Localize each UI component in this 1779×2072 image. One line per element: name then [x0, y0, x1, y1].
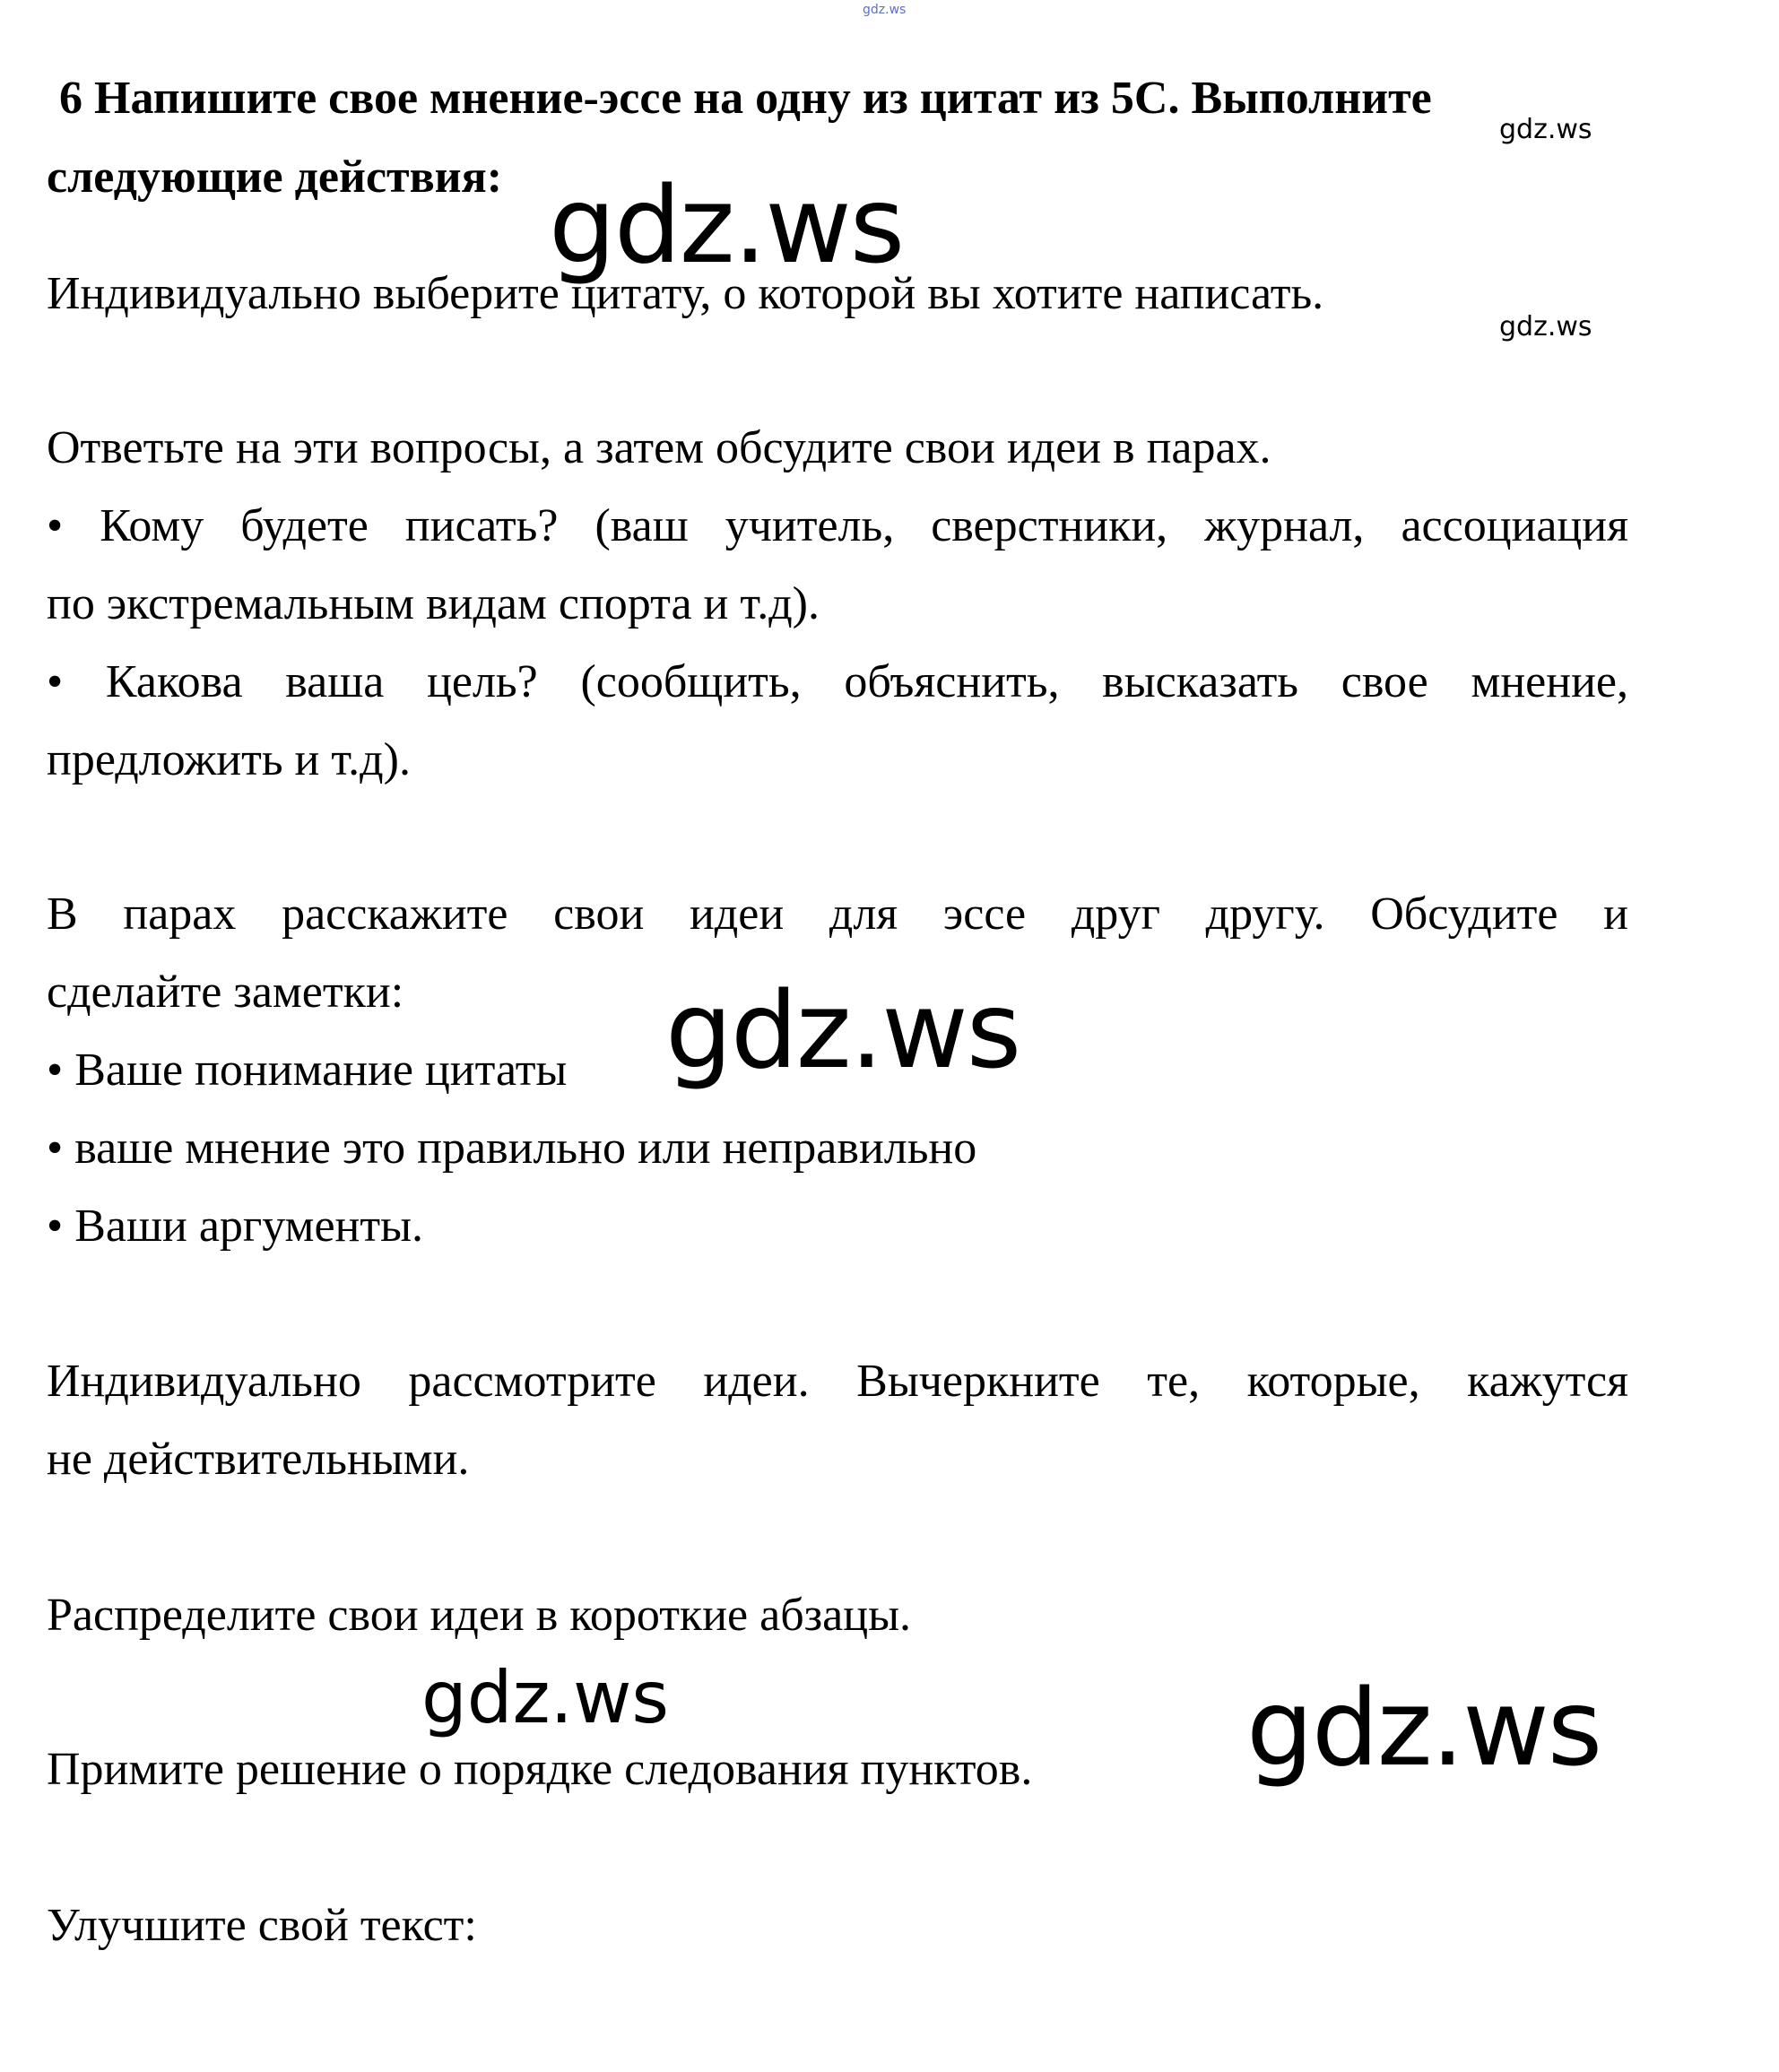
- paragraph-distribute: Распределите свои идеи в короткие абзацы.: [47, 1590, 912, 1641]
- watermark-small-2: gdz.ws: [1499, 311, 1592, 342]
- watermark-big-1: gdz.ws: [549, 163, 904, 287]
- watermark-big-3: gdz.ws: [421, 1656, 670, 1739]
- watermark-small-1: gdz.ws: [1499, 114, 1592, 145]
- bullet-goal-line-1: • Какова ваша цель? (сообщить, объяснить, высказать свое мнение,: [47, 656, 1628, 707]
- heading-line-1: 6 Напишите свое мнение-эссе на одну из цитат из 5С. Выполните: [59, 73, 1432, 124]
- bullet-who-line-2: по экстремальным видам спорта и т.д).: [47, 578, 820, 629]
- bullet-understanding: • Ваше понимание цитаты: [47, 1045, 568, 1096]
- paragraph-pairs-line-2: сделайте заметки:: [47, 967, 404, 1018]
- paragraph-improve: Улучшите свой текст:: [47, 1900, 477, 1951]
- paragraph-answer-questions: Ответьте на эти вопросы, а затем обсудите свои идеи в парах.: [47, 422, 1271, 473]
- watermark-big-4: gdz.ws: [1246, 1666, 1601, 1790]
- heading-line-2: следующие действия:: [47, 152, 503, 203]
- bullet-opinion: • ваше мнение это правильно или неправильно: [47, 1123, 977, 1174]
- bullet-who-line-1: • Кому будете писать? (ваш учитель, сверстники, журнал, ассоциация: [47, 500, 1628, 551]
- watermark-big-2: gdz.ws: [665, 968, 1020, 1092]
- watermark-tiny: gdz.ws: [863, 3, 907, 17]
- bullet-arguments: • Ваши аргументы.: [47, 1201, 424, 1252]
- bullet-goal-line-2: предложить и т.д).: [47, 734, 411, 785]
- paragraph-choose-quote: Индивидуально выберите цитату, о которой вы хотите написать.: [47, 268, 1324, 319]
- paragraph-order: Примите решение о порядке следования пунктов.: [47, 1744, 1033, 1795]
- paragraph-review-line-2: не действительными.: [47, 1434, 470, 1485]
- paragraph-pairs-line-1: В парах расскажите свои идеи для эссе друг другу. Обсудите и: [47, 889, 1628, 940]
- paragraph-review-line-1: Индивидуально рассмотрите идеи. Вычеркните те, которые, кажутся: [47, 1356, 1628, 1407]
